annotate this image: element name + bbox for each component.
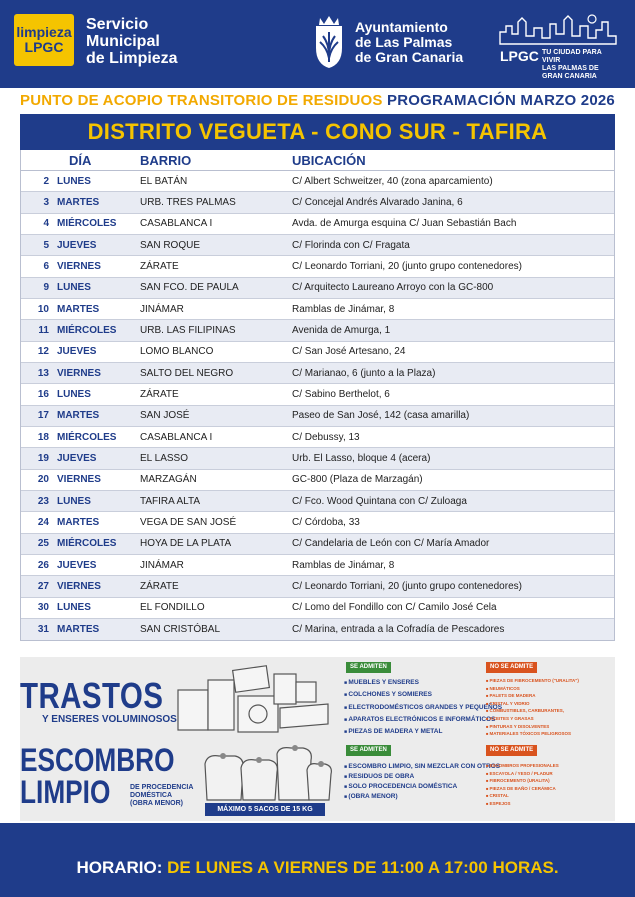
procedencia-line3: (OBRA MENOR) xyxy=(130,800,184,807)
servicio-line2: Municipal xyxy=(86,33,160,50)
escombro-admiten-badge: SE ADMITEN xyxy=(346,745,391,756)
row-day-number: 16 xyxy=(37,388,49,400)
table-row xyxy=(21,214,614,235)
table-row xyxy=(21,299,614,320)
horario-label: HORARIO: xyxy=(76,858,163,877)
table-row xyxy=(21,406,614,427)
escombro-admiten-item: ■ RESIDUOS DE OBRA xyxy=(344,772,500,782)
row-barrio: ZÁRATE xyxy=(140,260,179,272)
row-weekday: LUNES xyxy=(57,495,91,507)
row-weekday: MARTES xyxy=(57,624,100,636)
row-day-number: 12 xyxy=(37,346,49,358)
ayto-line2: de Las Palmas xyxy=(355,34,453,50)
row-day-number: 19 xyxy=(37,452,49,464)
lpgc-text: LPGC xyxy=(500,48,539,64)
row-ubicacion: Avda. de Amurga esquina C/ Juan Sebastián Bach xyxy=(292,218,517,230)
escombro-no-admite-item: ■ ESCAYOLA / YESO / PLADUR xyxy=(486,770,559,778)
trastos-no-admite-item: ■ COMBUSTIBLES, CARBURANTES, xyxy=(486,707,579,715)
servicio-line1: Servicio xyxy=(86,16,149,33)
trastos-admiten-badge: SE ADMITEN xyxy=(346,662,391,673)
row-ubicacion: C/ Lomo del Fondillo con C/ Camilo José Cela xyxy=(292,602,497,614)
trastos-admiten-list xyxy=(344,677,502,738)
row-barrio: SAN JOSÉ xyxy=(140,410,190,422)
row-day-number: 4 xyxy=(43,218,49,230)
row-ubicacion: Urb. El Lasso, bloque 4 (acera) xyxy=(292,452,431,464)
row-day-number: 24 xyxy=(37,516,49,528)
row-ubicacion: Paseo de San José, 142 (casa amarilla) xyxy=(292,410,470,422)
table-row xyxy=(21,491,614,512)
row-barrio: ZÁRATE xyxy=(140,388,179,400)
table-row xyxy=(21,363,614,384)
row-weekday: MARTES xyxy=(57,303,100,315)
row-barrio: SALTO DEL NEGRO xyxy=(140,367,234,379)
table-row xyxy=(21,192,614,213)
row-weekday: MARTES xyxy=(57,196,100,208)
trastos-no-admite-item: ■ ACEITES Y GRASAS xyxy=(486,715,579,723)
trastos-admiten-item: ■ MUEBLES Y ENSERES xyxy=(344,677,502,689)
table-row xyxy=(21,278,614,299)
slogan-line1: TU CIUDAD PARA VIVIR xyxy=(542,49,602,64)
table-row xyxy=(21,171,614,192)
row-day-number: 18 xyxy=(37,431,49,443)
max-sacos-badge: MÁXIMO 5 SACOS DE 15 KG xyxy=(205,803,325,816)
header-dia: DÍA xyxy=(69,152,92,168)
row-weekday: VIERNES xyxy=(57,474,101,486)
furniture-illustration-icon xyxy=(168,660,338,740)
row-weekday: JUEVES xyxy=(57,239,97,251)
row-weekday: VIERNES xyxy=(57,580,101,592)
row-weekday: LUNES xyxy=(57,602,91,614)
row-ubicacion: C/ Florinda con C/ Fragata xyxy=(292,239,410,251)
row-barrio: CASABLANCA I xyxy=(140,431,213,443)
procedencia-line2: DOMÉSTICA xyxy=(130,792,172,799)
trastos-no-admite-item: ■ PALETS DE MADERA xyxy=(486,692,579,700)
table-row xyxy=(21,342,614,363)
row-barrio: EL BATÁN xyxy=(140,175,188,187)
footer-banner xyxy=(0,823,635,897)
schedule-table xyxy=(20,150,615,641)
row-weekday: LUNES xyxy=(57,388,91,400)
table-row xyxy=(21,555,614,576)
table-row xyxy=(21,427,614,448)
city-slogan xyxy=(542,49,618,81)
row-ubicacion: C/ Córdoba, 33 xyxy=(292,516,360,528)
row-day-number: 5 xyxy=(43,239,49,251)
row-ubicacion: C/ Arquitecto Laureano Arroyo con la GC-800 xyxy=(292,282,494,294)
servicio-municipal-title xyxy=(86,16,178,67)
row-ubicacion: C/ Sabino Berthelot, 6 xyxy=(292,388,390,400)
trastos-no-admite-item: ■ CRISTAL Y VIDRIO xyxy=(486,700,579,708)
row-day-number: 25 xyxy=(37,538,49,550)
row-weekday: MIÉRCOLES xyxy=(57,538,117,550)
programacion-month-text: PROGRAMACIÓN MARZO 2026 xyxy=(386,92,615,109)
table-row xyxy=(21,448,614,469)
row-barrio: TAFIRA ALTA xyxy=(140,495,201,507)
row-ubicacion: C/ Leonardo Torriani, 20 (junto grupo contenedores) xyxy=(292,260,522,272)
row-day-number: 27 xyxy=(37,580,49,592)
lpgc-city-logo xyxy=(498,12,618,80)
ayuntamiento-crest-icon xyxy=(310,12,348,70)
escombro-no-admite-item: ■ ESPEJOS xyxy=(486,800,559,808)
table-row xyxy=(21,320,614,341)
row-weekday: MIÉRCOLES xyxy=(57,218,117,230)
row-barrio: JINÁMAR xyxy=(140,559,184,571)
row-ubicacion: C/ Concejal Andrés Alvarado Janina, 6 xyxy=(292,196,463,208)
row-weekday: MIÉRCOLES xyxy=(57,431,117,443)
escombro-admiten-item: ■ ESCOMBRO LIMPIO, SIN MEZCLAR CON OTROS xyxy=(344,762,500,772)
row-barrio: EL LASSO xyxy=(140,452,188,464)
row-ubicacion: C/ Albert Schweitzer, 40 (zona aparcamiento) xyxy=(292,175,493,187)
trastos-no-admite-list xyxy=(486,677,579,738)
skyline-icon xyxy=(498,12,618,46)
row-ubicacion: Avenida de Amurga, 1 xyxy=(292,324,391,336)
row-ubicacion: Ramblas de Jinámar, 8 xyxy=(292,559,395,571)
slogan-line2: LAS PALMAS DE GRAN CANARIA xyxy=(542,65,599,80)
row-ubicacion: GC-800 (Plaza de Marzagán) xyxy=(292,474,423,486)
row-weekday: VIERNES xyxy=(57,260,101,272)
row-day-number: 20 xyxy=(37,474,49,486)
escombro-no-admite-item: ■ FIBROCEMENTO (URALITA) xyxy=(486,777,559,785)
row-weekday: MARTES xyxy=(57,516,100,528)
row-day-number: 23 xyxy=(37,495,49,507)
trastos-no-admite-item: ■ MATERIALES TÓXICOS PELIGROSOS xyxy=(486,730,579,738)
table-row xyxy=(21,619,614,640)
ayuntamiento-title xyxy=(355,20,463,65)
row-ubicacion: C/ Leonardo Torriani, 20 (junto grupo contenedores) xyxy=(292,580,522,592)
row-barrio: LOMO BLANCO xyxy=(140,346,214,358)
row-weekday: JUEVES xyxy=(57,346,97,358)
punto-acopio-text: PUNTO DE ACOPIO TRANSITORIO DE RESIDUOS xyxy=(20,92,383,109)
row-day-number: 11 xyxy=(38,324,49,336)
row-day-number: 13 xyxy=(37,367,49,379)
row-barrio: MARZAGÁN xyxy=(140,474,197,486)
escombro-no-admite-badge: NO SE ADMITE xyxy=(486,745,537,756)
escombro-no-admite-item: ■ PIEZAS DE BAÑO / CERÁMICA xyxy=(486,785,559,793)
row-barrio: EL FONDILLO xyxy=(140,602,205,614)
row-barrio: VEGA DE SAN JOSÉ xyxy=(140,516,237,528)
procedencia-text xyxy=(130,784,193,808)
row-weekday: LUNES xyxy=(57,175,91,187)
header-ubicacion: UBICACIÓN xyxy=(292,152,366,168)
trastos-admiten-item: ■ APARATOS ELECTRÓNICOS E INFORMÁTICOS xyxy=(344,714,502,726)
row-barrio: SAN CRISTÓBAL xyxy=(140,624,221,636)
trastos-no-admite-badge: NO SE ADMITE xyxy=(486,662,537,673)
row-weekday: MARTES xyxy=(57,410,100,422)
ayto-line1: Ayuntamiento xyxy=(355,19,448,35)
row-day-number: 3 xyxy=(43,196,49,208)
row-barrio: ZÁRATE xyxy=(140,580,179,592)
rubble-bags-illustration-icon xyxy=(195,744,335,806)
ayto-line3: de Gran Canaria xyxy=(355,49,464,65)
row-barrio: SAN FCO. DE PAULA xyxy=(140,282,239,294)
escombro-title: ESCOMBRO xyxy=(20,742,175,778)
escombro-admiten-item: ■ (OBRA MENOR) xyxy=(344,792,500,802)
servicio-line3: de Limpieza xyxy=(86,50,178,67)
escombro-no-admite-item: ■ CRISTAL xyxy=(486,792,559,800)
escombro-no-admite-item: ■ ESCOMBROS PROFESIONALES xyxy=(486,762,559,770)
trastos-admiten-item: ■ PIEZAS DE MADERA Y METAL xyxy=(344,726,502,738)
table-header-row xyxy=(21,150,614,171)
row-ubicacion: C/ Candelaria de León con C/ María Amador xyxy=(292,538,490,550)
trastos-no-admite-item: ■ PIEZAS DE FIBROCEMENTO ("URALITA") xyxy=(486,677,579,685)
programacion-title xyxy=(0,92,635,109)
row-barrio: HOYA DE LA PLATA xyxy=(140,538,232,550)
row-ubicacion: C/ San José Artesano, 24 xyxy=(292,346,406,358)
row-weekday: LUNES xyxy=(57,282,91,294)
trastos-no-admite-item: ■ NEUMÁTICOS xyxy=(486,685,579,693)
procedencia-line1: DE PROCEDENCIA xyxy=(130,784,194,791)
trastos-admiten-item: ■ COLCHONES Y SOMIERES xyxy=(344,689,502,701)
logo-line1: limpieza xyxy=(16,24,72,41)
row-day-number: 10 xyxy=(37,303,49,315)
trastos-admiten-item: ■ ELECTRODOMÉSTICOS GRANDES Y PEQUEÑOS xyxy=(344,702,502,714)
table-row xyxy=(21,470,614,491)
limpio-title: LIMPIO xyxy=(20,774,111,810)
trastos-no-admite-item: ■ PINTURAS Y DISOLVENTES xyxy=(486,723,579,731)
table-row xyxy=(21,384,614,405)
row-barrio: JINÁMAR xyxy=(140,303,184,315)
row-day-number: 31 xyxy=(37,624,49,636)
row-ubicacion: Ramblas de Jinámar, 8 xyxy=(292,303,395,315)
table-row xyxy=(21,534,614,555)
escombro-no-admite-list xyxy=(486,762,559,808)
escombro-admiten-list xyxy=(344,762,500,802)
row-day-number: 9 xyxy=(43,282,49,294)
trastos-subtitle: Y ENSERES VOLUMINOSOS xyxy=(42,714,177,725)
row-day-number: 30 xyxy=(37,602,49,614)
row-barrio: SAN ROQUE xyxy=(140,239,201,251)
header-barrio: BARRIO xyxy=(140,152,192,168)
row-ubicacion: C/ Fco. Wood Quintana con C/ Zuloaga xyxy=(292,495,467,507)
table-row xyxy=(21,512,614,533)
table-row xyxy=(21,576,614,597)
row-weekday: MIÉRCOLES xyxy=(57,324,117,336)
row-weekday: JUEVES xyxy=(57,452,97,464)
district-title: DISTRITO VEGUETA - CONO SUR - TAFIRA xyxy=(20,114,615,150)
row-ubicacion: C/ Marianao, 6 (junto a la Plaza) xyxy=(292,367,436,379)
row-day-number: 17 xyxy=(37,410,49,422)
header-banner xyxy=(0,0,635,88)
row-ubicacion: C/ Marina, entrada a la Cofradía de Pescadores xyxy=(292,624,505,636)
row-day-number: 6 xyxy=(43,260,49,272)
row-ubicacion: C/ Debussy, 13 xyxy=(292,431,360,443)
limpieza-lpgc-logo xyxy=(14,14,74,66)
escombro-admiten-item: ■ SOLO PROCEDENCIA DOMÉSTICA xyxy=(344,782,500,792)
table-row xyxy=(21,256,614,277)
row-barrio: URB. TRES PALMAS xyxy=(140,196,236,208)
trastos-title: TRASTOS xyxy=(20,675,164,716)
horario-line xyxy=(0,858,635,878)
table-row xyxy=(21,598,614,619)
row-barrio: URB. LAS FILIPINAS xyxy=(140,324,236,336)
row-day-number: 26 xyxy=(37,559,49,571)
row-weekday: VIERNES xyxy=(57,367,101,379)
row-barrio: CASABLANCA I xyxy=(140,218,213,230)
horario-value: DE LUNES A VIERNES DE 11:00 A 17:00 HORAS. xyxy=(167,858,559,877)
row-weekday: JUEVES xyxy=(57,559,97,571)
logo-line2: LPGC xyxy=(24,39,64,55)
row-day-number: 2 xyxy=(43,175,49,187)
table-row xyxy=(21,235,614,256)
